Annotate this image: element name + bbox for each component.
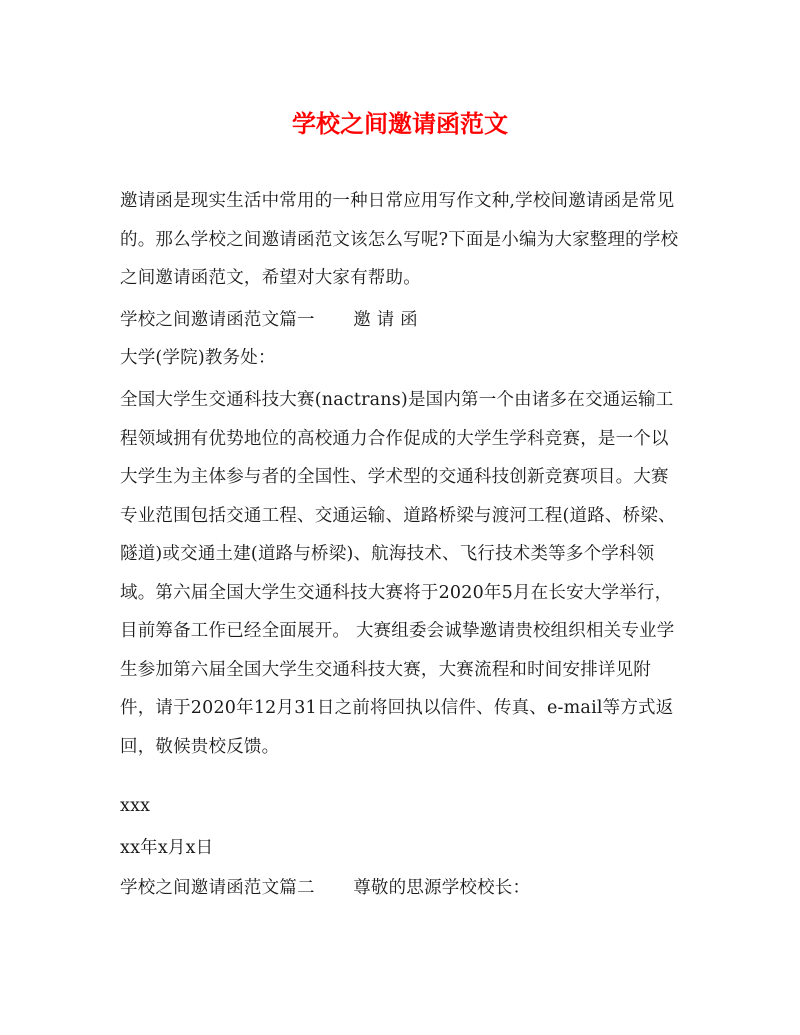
section2-heading-line (120, 873, 682, 903)
section2-heading: 学校之间邀请函范文篇二 (120, 878, 315, 898)
section1-heading: 学校之间邀请函范文篇一 (120, 310, 315, 330)
date: xx年x月x日 (120, 838, 214, 858)
main-paragraph: 全国大学生交通科技大赛(nactrans)是国内第一个由诸多在交通运输工程领域拥有优势地位的高校通力合作促成的大学生学科竞赛，是一个以大学生为主体参与者的全国性、学术型的交通科技创新竞赛项目。大赛专业范围包括交通工程、交通运输、道路桥梁与渡河工程(道路、桥梁、隧道)或交通土建(道路与桥梁)、航海技术、飞行技术类等多个学科领域。第六届全国大学生交通科技大赛将于2020年5月在长安大学举行，目前筹备工作已经全面展开。 大赛组委会诚挚邀请贵校组织相关专业学生参加第六届全国大学生交通科技大赛，大赛流程和时间安排详见附件，请于2020年12月31日之前将回执以信件、传真、e-mail等方式返回，敬候贵校反馈。 (120, 390, 676, 757)
salutation: 大学(学院)教务处： (120, 348, 276, 368)
section2-salutation: 尊敬的思源学校校长： (353, 878, 531, 898)
signature: xxx (120, 796, 151, 816)
document-title: 学校之间邀请函范文 (292, 109, 508, 138)
section1-subtitle: 邀 请 函 (353, 310, 418, 330)
intro-paragraph: 邀请函是现实生活中常用的一种日常应用写作文种,学校间邀请函是常见的。那么学校之间邀请函范文该怎么写呢?下面是小编为大家整理的学校之间邀请函范文，希望对大家有帮助。 (120, 191, 679, 288)
section1-heading-line (120, 305, 682, 335)
